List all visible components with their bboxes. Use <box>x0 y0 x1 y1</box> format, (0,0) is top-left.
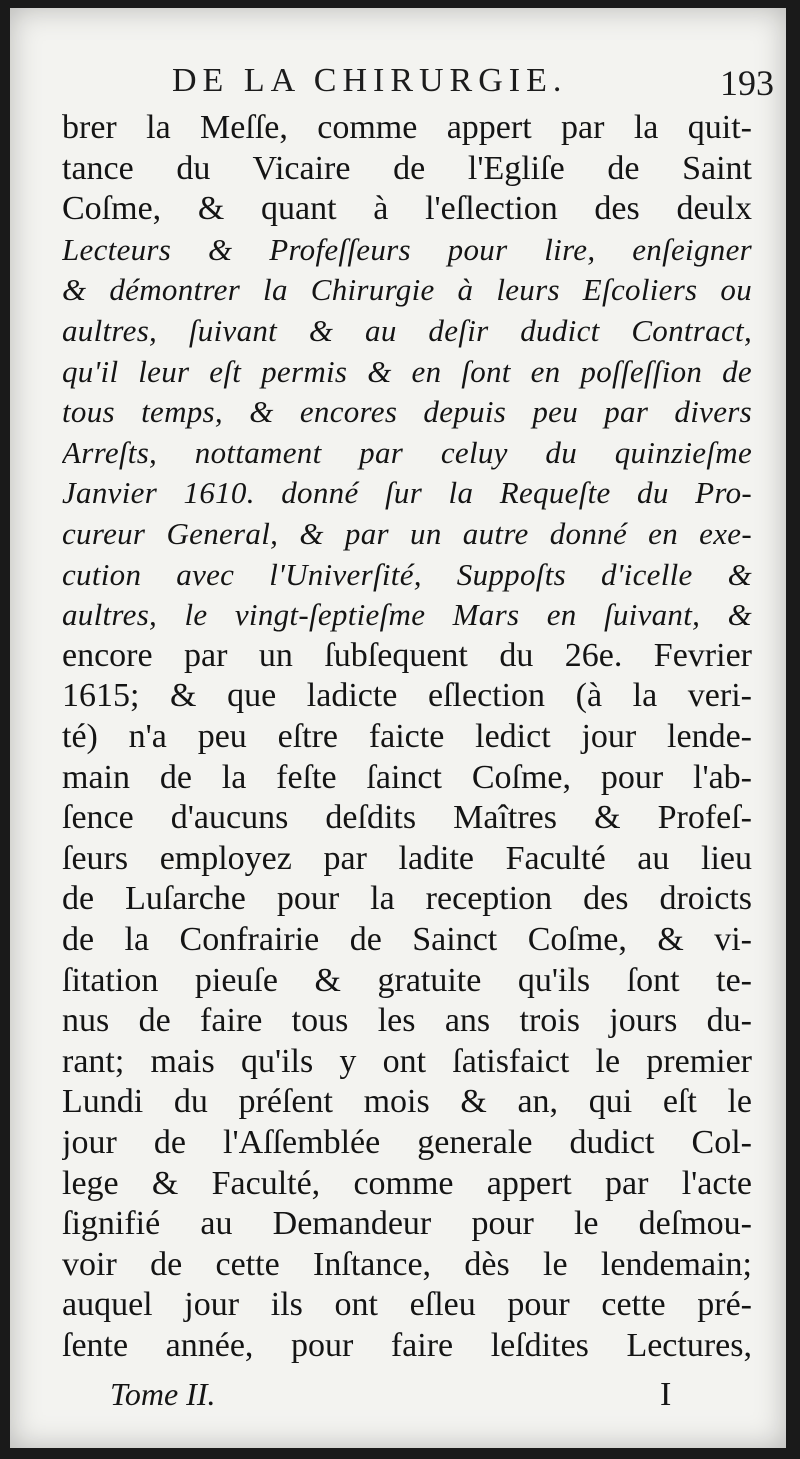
text-line: qu'il leur eſt permis & en ſont en poſſeſſion de <box>62 354 752 389</box>
text-line: rant; mais qu'ils y ont ſatisfaict le premier <box>62 1043 752 1080</box>
text-line: Janvier 1610. donné ſur la Requeſte du Pro- <box>62 475 752 510</box>
text-line: Lundi du préſent mois & an, qui eſt le <box>62 1083 752 1120</box>
running-title: DE LA CHIRURGIE. <box>172 62 568 99</box>
text-line: aultres, ſuivant & au deſir dudict Contract, <box>62 313 752 348</box>
text-line: encore par un ſubſequent du 26e. Fevrier <box>62 637 752 674</box>
text-line: & démontrer la Chirurgie à leurs Eſcoliers ou <box>62 272 752 307</box>
volume-label: Tome II. <box>110 1376 216 1412</box>
text-line: de la Confrairie de Sainct Coſme, & vi- <box>62 921 752 958</box>
page-footer <box>10 1376 786 1416</box>
text-line: ſeurs employez par ladite Faculté au lieu <box>62 840 752 877</box>
text-line: Arreſts, nottament par celuy du quinzieſme <box>62 435 752 470</box>
text-line: nus de faire tous les ans trois jours du- <box>62 1002 752 1039</box>
page-header <box>10 62 786 106</box>
book-page <box>10 8 786 1448</box>
text-line: aultres, le vingt-ſeptieſme Mars en ſuivant, & <box>62 597 752 632</box>
signature-mark: I <box>660 1376 672 1413</box>
text-line: jour de l'Aſſemblée generale dudict Col- <box>62 1124 752 1161</box>
text-line: voir de cette Inſtance, dès le lendemain; <box>62 1246 752 1283</box>
text-line: ſitation pieuſe & gratuite qu'ils ſont te- <box>62 962 752 999</box>
text-line: cureur General, & par un autre donné en exe- <box>62 516 752 551</box>
text-line: ſente année, pour faire leſdites Lectures, <box>62 1327 752 1364</box>
text-line: 1615; & que ladicte eſlection (à la veri- <box>62 677 752 714</box>
text-line: té) n'a peu eſtre faicte ledict jour lende- <box>62 718 752 755</box>
text-line: brer la Meſſe, comme appert par la quit- <box>62 109 752 146</box>
text-line: Lecteurs & Profeſſeurs pour lire, enſeigner <box>62 232 752 267</box>
text-line: auquel jour ils ont eſleu pour cette pré- <box>62 1286 752 1323</box>
text-line: main de la feſte ſainct Coſme, pour l'ab- <box>62 759 752 796</box>
text-line: tance du Vicaire de l'Egliſe de Saint <box>62 150 752 187</box>
text-line: lege & Faculté, comme appert par l'acte <box>62 1165 752 1202</box>
text-line: ſignifié au Demandeur pour le deſmou- <box>62 1205 752 1242</box>
text-line: ſence d'aucuns deſdits Maîtres & Profeſ- <box>62 799 752 836</box>
text-line: Coſme, & quant à l'eſlection des deulx <box>62 190 752 227</box>
text-line: cution avec l'Univerſité, Suppoſts d'icelle & <box>62 557 752 592</box>
text-line: tous temps, & encores depuis peu par divers <box>62 394 752 429</box>
page-number: 193 <box>720 63 774 103</box>
text-line: de Luſarche pour la reception des droicts <box>62 880 752 917</box>
